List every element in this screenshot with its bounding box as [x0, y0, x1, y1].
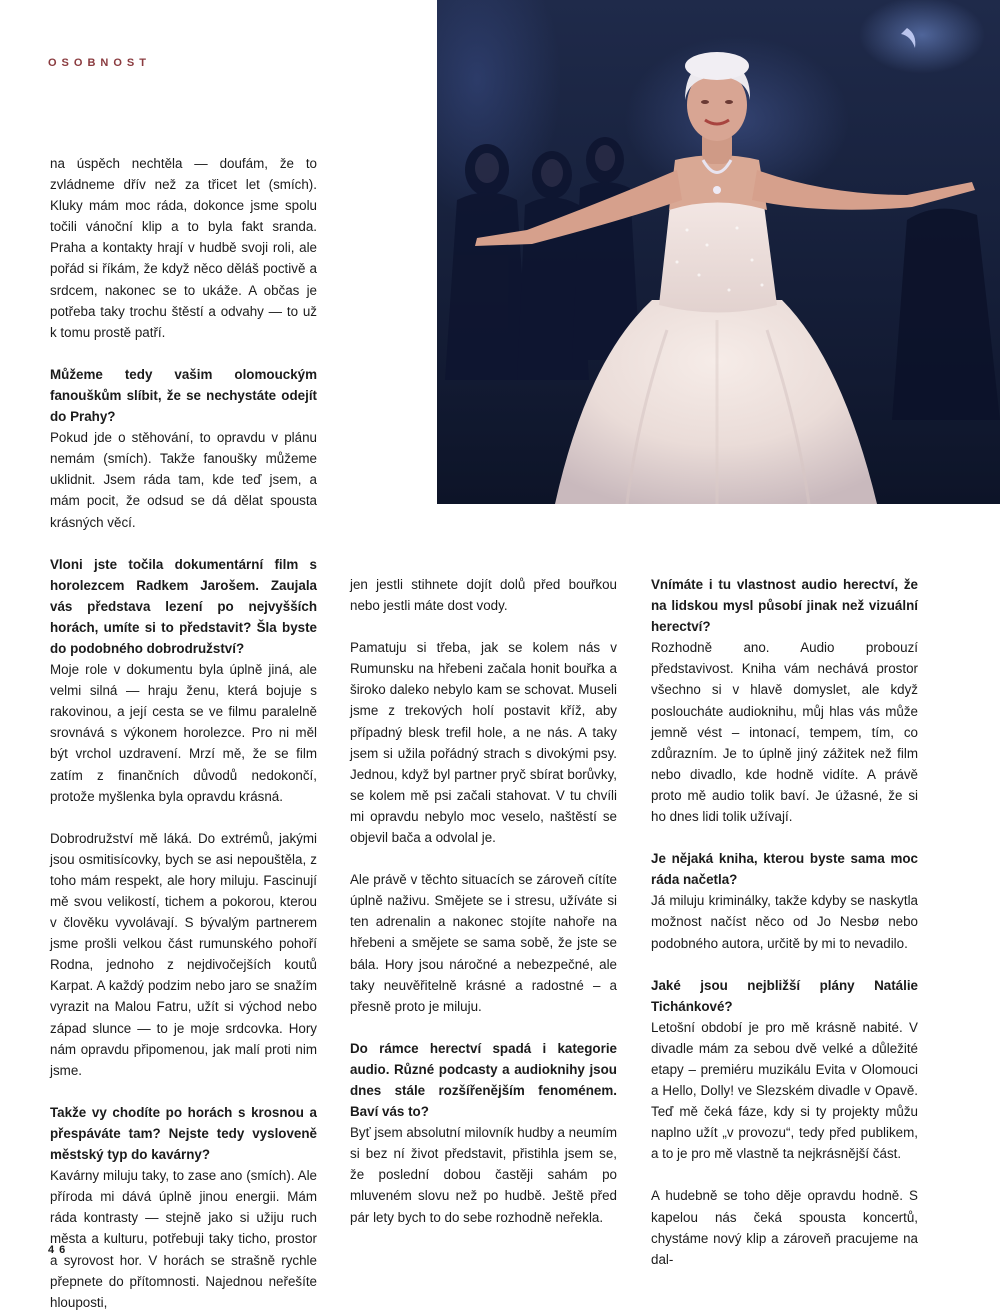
col2-paragraph-1: jen jestli stihnete dojít dolů před bouřkou nebo jestli máte dost vody. [350, 577, 617, 614]
col1-qa-2 [50, 364, 317, 533]
col2-qa-4 [350, 1038, 617, 1228]
col1-qa-3 [50, 554, 317, 807]
col3-qa-1 [651, 574, 918, 827]
col1-question-5: Takže vy chodíte po horách s krosnou a přespáváte tam? Nejste tedy vysloveně městský typ do kavárny? [50, 1104, 317, 1163]
col1-paragraph-1: na úspěch nechtěla — doufám, že to zvládneme dřív než za třicet let (smích). Kluky mám moc ráda, dokonce jsme spolu točili vánoční klip a to byla fakt sranda. Praha a kontakty hrají v hudbě svoji roli, ale pořád si říkám, že když něco děláš poctivě a srdcem, nakonec se to ukáže. A občas je potřeba taky trochu štěstí a odvahy — to už k tomu prostě patří. [50, 156, 317, 340]
col1-answer-2: Pokud jde o stěhování, to opravdu v plánu nemám (smích). Takže fanoušky můžeme uklidnit. Jsem ráda tam, kde teď jsem, a mám pocit, že odsud se dá dělat spousta krásných věcí. [50, 430, 317, 530]
col1-paragraph-4: Dobrodružství mě láká. Do extrémů, jakými jsou osmitisícovky, bych se asi nepouštěla, z toho mám respekt, ale hory miluju. Fascinují mě svou velikostí, tichem a pokorou, kterou v člověku vyvolávají. S bývalým partnerem jsme prošli velkou část rumunského pohoří Rodna, jednoho z nejdivočejších koutů Karpat. A každý podzim nebo jaro se snažím vyrazit na Malou Fatru, užít si východ nebo západ slunce — to je moje srdcovka. Hory nám opravdu připomenou, jak malí proti nim jsme. [50, 830, 317, 1078]
col3-answer-2: Já miluju kriminálky, takže kdyby se naskytla možnost načíst něco od Jo Nesbø nebo podobného autora, určitě by mi to nevadilo. [651, 893, 918, 951]
col3-answer-3: Letošní období je pro mě krásně nabité. V divadle mám za sebou dvě velké a důležité etapy – premiéru muzikálu Evita v Olomouci a Hello, Dolly! ve Slezském divadle v Opavě. Teď mě čeká fáze, kdy si ty projekty můžu naplno užít „v provozu“, tedy před publikem, a to je pro mě vlastně ta nejkrásnější část. [651, 1019, 918, 1162]
col3-answer-1: Rozhodně ano. Audio probouzí představivost. Kniha vám nechává prostor všechno si v hlavě domyslet, ale když posloucháte audioknihu, můj hlas vás může jemně vést – intonací, tempem, tím, co zdůrazním. Je to úplně jiný zážitek než film nebo divadlo, kde hodně vidíte. A právě proto mě audio tolik baví. Je úžasné, že si ho dnes lidi tolik užívají. [651, 640, 918, 825]
col3-qa-2 [651, 848, 918, 953]
col1-answer-5: Kavárny miluju taky, to zase ano (smích). Ale příroda mi dává úplně jinou energii. Mám ráda kontrasty — stejně jako si užiju ruch města a kulturu, potřebuji taky ticho, prostor a syrovost hor. V horách se strašně rychle přepnete do přítomnosti. Najednou neřešíte hlouposti, [50, 1168, 317, 1310]
col1-question-2: Můžeme tedy vašim olomouckým fanouškům slíbit, že se nechystáte odejít do Prahy? [50, 366, 317, 425]
article-column-2 [350, 574, 617, 1228]
col2-paragraph-3: Ale právě v těchto situacích se zároveň cítíte úplně naživu. Smějete se i stresu, užíváte si ten adrenalin a nakonec stojíte nahoře na hřebeni a smějete se sama sobě, že jste se bála. Hory jsou náročné a nebezpečné, ale taky neuvěřitelně krásné a radostné – a přesně proto je miluju. [350, 872, 617, 1014]
page-number: 46 [48, 1244, 71, 1256]
article-column-3 [651, 574, 918, 1270]
col3-paragraph-4: A hudebně se toho děje opravdu hodně. S kapelou nás čeká spousta koncertů, chystáme nový klip a zároveň pracujeme na dal- [651, 1188, 918, 1267]
photo-illustration [437, 0, 1000, 504]
col1-question-3: Vloni jste točila dokumentární film s horolezcem Radkem Jarošem. Zaujala vás představa lezení po nejvyšších horách, umíte si to představit? Šla byste do podobného dobrodružství? [50, 556, 317, 656]
col3-question-3: Jaké jsou nejbližší plány Natálie Tichánkové? [651, 977, 918, 1014]
col2-question-4: Do rámce herectví spadá i kategorie audio. Různé podcasty a audioknihy jsou dnes stále rozšířenějším fenoménem. Baví vás to? [350, 1040, 617, 1120]
col3-question-1: Vnímáte i tu vlastnost audio herectví, že na lidskou mysl působí jinak než vizuální herectví? [651, 577, 918, 635]
col2-paragraph-2: Pamatuju si třeba, jak se kolem nás v Rumunsku na hřebeni začala honit bouřka a široko daleko nebylo kam se schovat. Museli jsme z trekových holí postavit kříž, aby případný blesk trefil hole, a ne nás. A taky jsem si užila pořádný strach s divokými psy. Jednou, když byl partner pryč sbírat borůvky, se kolem mě psi začali stahovat. V tu chvíli mi opravdu nebylo moc veselo, naštěstí se objevil bača a odvolal je. [350, 640, 617, 846]
section-label: OSOBNOST [48, 57, 151, 69]
col3-question-2: Je nějaká kniha, kterou byste sama moc ráda načetla? [651, 851, 918, 888]
col1-answer-3: Moje role v dokumentu byla úplně jiná, ale velmi silná — hraju ženu, která bojuje s rakovinou, a její cesta se ve filmu paralelně srovnává s výkonem horolezce. Pro ni měl být vrchol uzdravení. Mrzí mě, že se film zatím z finančních důvodů nedokončí, protože myšlenka byla opravdu krásná. [50, 662, 317, 804]
col1-qa-5 [50, 1102, 317, 1313]
col2-answer-4: Byť jsem absolutní milovník hudby a neumím si bez ní život představit, přistihla jsem se, že poslední dobou častěji sahám po mluveném slovu než po hudbě. Ještě před pár lety bych to do sebe rozhodně neřekla. [350, 1125, 618, 1225]
article-column-1 [50, 153, 317, 1313]
col3-qa-3 [651, 975, 918, 1165]
performer-on-stage-photo [437, 0, 1000, 504]
